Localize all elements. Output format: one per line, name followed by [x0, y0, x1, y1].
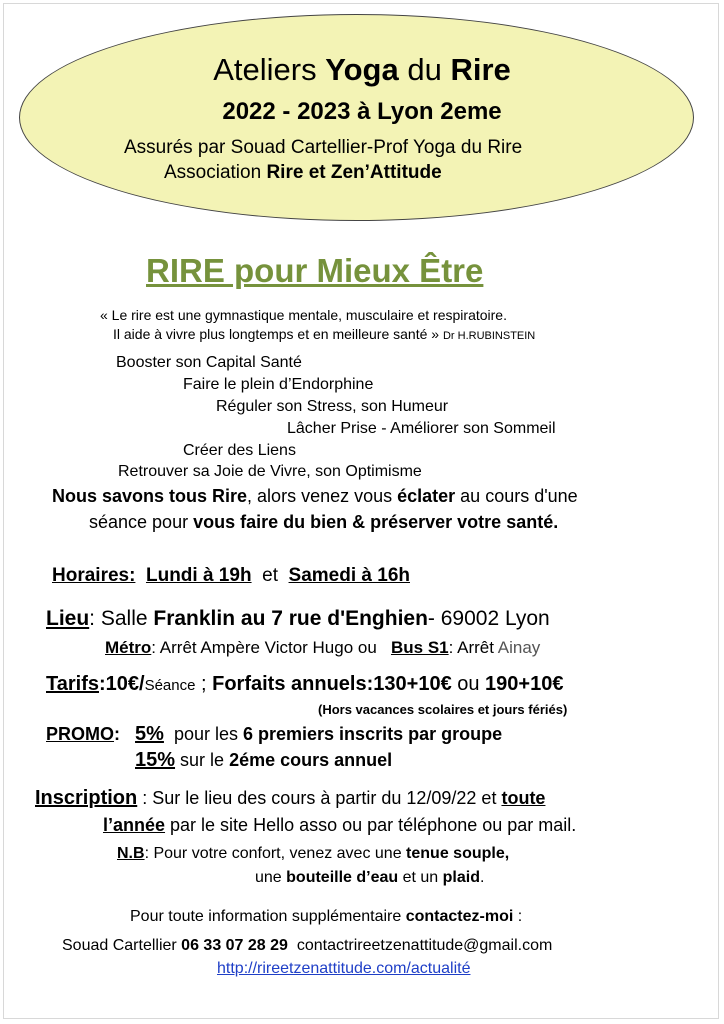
pricing: Tarifs:10€/Séance ; Forfaits annuels:130+10€ ou 190+10€	[46, 673, 564, 695]
contact-details	[62, 937, 552, 955]
registration-line-1: Inscription : Sur le lieu des cours à partir du 12/09/22 et toute	[35, 787, 546, 809]
intro-line-2: séance pour vous faire du bien & préserver votre santé.	[89, 512, 559, 532]
intro-line-1: Nous savons tous Rire, alors venez vous éclater au cours d'une	[52, 486, 578, 506]
header-title: Ateliers Yoga du Rire	[213, 52, 511, 87]
promo-line-2: 15% sur le 2éme cours annuel	[135, 749, 393, 771]
note-line-1: N.B: Pour votre confort, venez avec une tenue souple,	[117, 845, 510, 862]
quote-author: Dr H.RUBINSTEIN	[442, 330, 536, 342]
location: Lieu: Salle Franklin au 7 rue d'Enghien- 69002 Lyon	[46, 607, 550, 630]
benefit-item: Retrouver sa Joie de Vivre, son Optimisme	[118, 463, 422, 480]
contact-intro: Pour toute information supplémentaire contactez-moi :	[130, 908, 523, 925]
contact-email[interactable]: contactrireetzenattitude@gmail.com	[296, 937, 553, 954]
page-title: RIRE pour Mieux Être	[146, 252, 484, 289]
schedule: Horaires: Lundi à 19h et Samedi à 16h	[52, 565, 410, 586]
contact-phone[interactable]: 06 33 07 28 29	[181, 937, 288, 954]
header-association: Association Rire et Zen’Attitude	[164, 162, 442, 183]
header-teacher: Assurés par Souad Cartellier-Prof Yoga du Rire	[124, 137, 523, 158]
quote-line-1: « Le rire est une gymnastique mentale, musculaire et respiratoire.	[100, 307, 507, 323]
benefit-item: Créer des Liens	[183, 442, 296, 459]
transport: Métro: Arrêt Ampère Victor Hugo ou Bus S1: Arrêt Ainay	[105, 638, 541, 657]
contact-name: Souad Cartellier	[62, 937, 182, 954]
website-link[interactable]: http://rireetzenattitude.com/actualité	[217, 960, 471, 977]
quote-line-2: Il aide à vivre plus longtemps et en meilleure santé » Dr H.RUBINSTEIN	[113, 326, 536, 342]
benefit-item: Réguler son Stress, son Humeur	[216, 398, 449, 415]
pricing-note: (Hors vacances scolaires et jours fériés)	[318, 702, 568, 717]
note-line-2: une bouteille d’eau et un plaid.	[255, 869, 485, 886]
promo-line-1: PROMO: 5% pour les 6 premiers inscrits par groupe	[46, 723, 503, 745]
header-season: 2022 - 2023 à Lyon 2eme	[222, 98, 502, 125]
benefit-item: Faire le plein d’Endorphine	[183, 376, 374, 393]
registration-line-2: l’année par le site Hello asso ou par téléphone ou par mail.	[103, 815, 577, 835]
benefit-item: Lâcher Prise - Améliorer son Sommeil	[287, 420, 556, 437]
benefit-item: Booster son Capital Santé	[116, 354, 302, 371]
